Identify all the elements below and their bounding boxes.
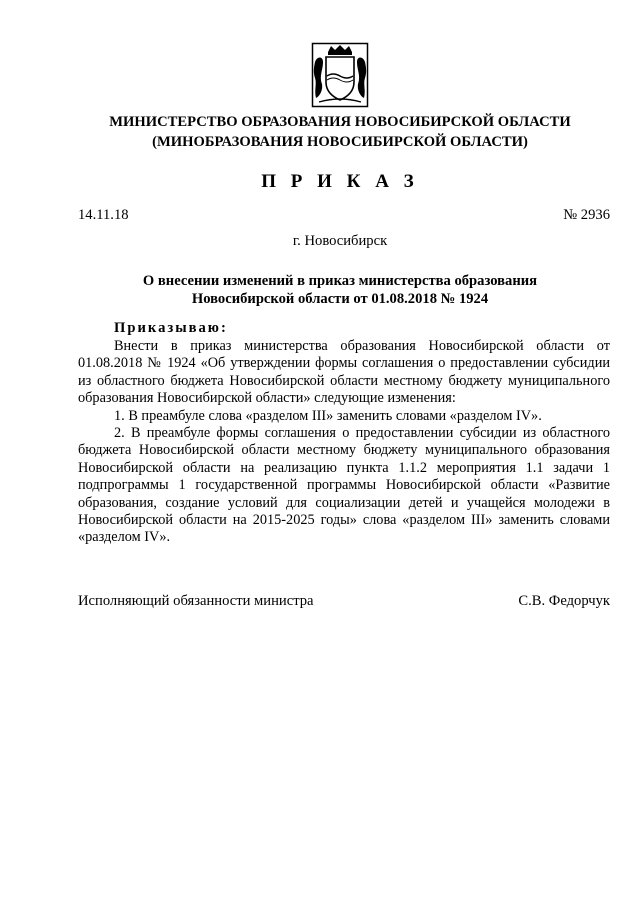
order-subject: [40, 272, 640, 308]
subject-line: Новосибирской области от 01.08.2018 № 1924: [191, 291, 489, 307]
document-title: П Р И К А З: [261, 171, 419, 192]
item-number: 2.: [114, 425, 125, 442]
item-text: В преамбуле формы соглашения о предоставлении субсидии из областного бюджета Новосибирской области местному бюджету муниципального образования Новосибирской области на реализацию пункта 1.1.2 мероприятия 1.1 задачи 1 подпрограммы 1 государственной программы Новосибирской области «Развитие образования, создание условий для социализации детей и учащейся молодежи в Новосибирской области на 2015-2025 годы» слова «разделом III» заменить словами «разделом IV».: [78, 425, 610, 546]
order-number: № 2936: [563, 207, 610, 223]
item-number: 1.: [114, 407, 125, 424]
ministry-header: [40, 112, 640, 152]
list-item: [78, 408, 610, 425]
coat-of-arms-emblem: [311, 42, 369, 108]
ministry-short-name: (МИНОБРАЗОВАНИЯ НОВОСИБИРСКОЙ ОБЛАСТИ): [152, 134, 528, 150]
subject-line: О внесении изменений в приказ министерства образования: [142, 273, 538, 289]
order-body: [78, 338, 610, 547]
list-item: [78, 425, 610, 547]
ministry-name: МИНИСТЕРСТВО ОБРАЗОВАНИЯ НОВОСИБИРСКОЙ ОБЛАСТИ: [109, 114, 571, 130]
signatory-name: С.В. Федорчук: [518, 593, 610, 609]
directive: Приказываю:: [114, 320, 228, 336]
signatory-position: Исполняющий обязанности министра: [78, 593, 314, 609]
intro-paragraph: Внести в приказ министерства образования Новосибирской области от 01.08.2018 № 1924 «Об утверждении формы соглашения о предоставлении субсидии из областного бюджета Новосибирской области местному бюджету муниципального образования Новосибирской области» следующие изменения:: [78, 338, 610, 407]
order-date: 14.11.18: [78, 207, 129, 223]
city: г. Новосибирск: [292, 233, 388, 249]
item-text: В преамбуле слова «разделом III» заменить словами «разделом IV».: [128, 407, 542, 424]
